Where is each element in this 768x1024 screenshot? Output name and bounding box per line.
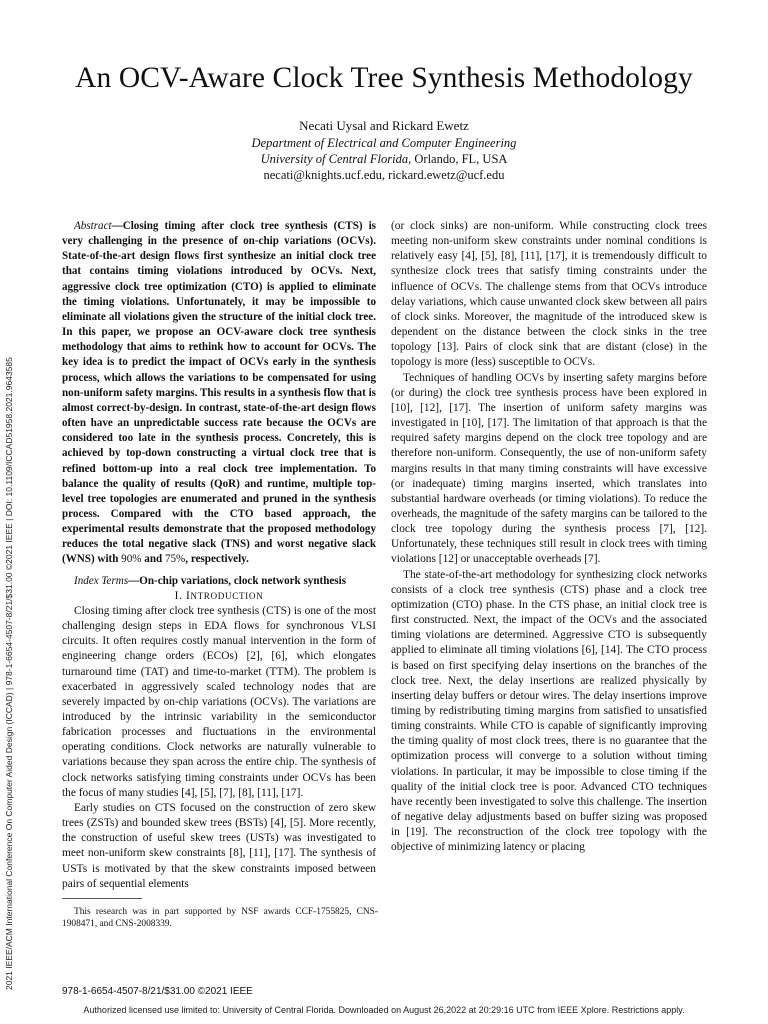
right-column <box>391 219 707 856</box>
abstract-text-a: —Closing timing after clock tree synthesis (CTS) is very challenging in the presence of on-chip variations (OCVs). State-of-the-art design flows first synthesize an initial clock tree that contains timing violations introduced by OCVs. Next, aggressive clock tree optimization (CTO) is applied to eliminate the timing violations. Unfortunately, it may be impossible to eliminate all violations given the structure of the initial clock tree. In this paper, we propose an OCV-aware clock tree synthesis methodology that aims to rethink how to account for OCVs. The key idea is to predict the impact of OCVs early in the synthesis process, which allows the variations to be compensated for using non-uniform safety margins. This results in a synthesis flow that is almost correct-by-design. In contrast, state-of-the-art design flows often have an unpredictable success rate because the OCVs are considered too late in the synthesis process. Concretely, this is achieved by top-down constructing a virtual clock tree that is refined bottom-up into a real clock tree implementation. To balance the quality of results (QoR) and runtime, multiple top-level tree topologies are enumerated and pruned in the synthesis process. Compared with the CTO based approach, the experimental results demonstrate that the proposed methodology reduces the total negative slack (TNS) and worst negative slack (WNS) with <box>62 220 376 566</box>
body-paragraph: Techniques of handling OCVs by inserting safety margins before (or during) the clock tree synthesis process have been explored in [10], [12], [17]. The insertion of uniform safety margins was investigated in [10], [17]. The limitation of that approach is that the required safety margins depend on the clock tree topology and are therefore non-uniform. Consequently, the use of non-uniform safety margins results in that many timing constraints will have excessive (or inadequate) timing margins inserted, which translates into substantial hardware overheads (or timing violations). To reduce the overheads, the magnitude of the safety margins can be tailored to the clock tree topology during the synthesis process [7], [12]. Unfortunately, these techniques still result in clock trees with timing violations [12] or unacceptable overheads [7]. <box>391 371 707 566</box>
abstract-text-b: and <box>141 553 165 566</box>
index-terms-label: Index Terms <box>74 574 129 587</box>
index-terms <box>62 574 376 589</box>
abstract-text-c: , respectively. <box>185 553 249 566</box>
index-terms-text: —On-chip variations, clock network synthesis <box>128 574 347 587</box>
abstract <box>62 219 376 568</box>
section-heading-introduction <box>62 589 376 604</box>
affiliation-department: Department of Electrical and Computer Engineering <box>251 136 517 150</box>
license-notice: Authorized licensed use limited to: University of Central Florida. Downloaded on August 26,2022 at 20:29:16 UTC from IEEE Xplore. Restrictions apply. <box>83 1005 685 1015</box>
isbn-line: 978-1-6654-4507-8/21/$31.00 ©2021 IEEE <box>62 986 253 997</box>
affiliation-university <box>0 152 768 167</box>
body-paragraph: The state-of-the-art methodology for synthesizing clock networks consists of a clock tree synthesis (CTS) phase and a clock tree optimization (CTO) phase. In the CTS phase, an initial clock tree is first constructed. Next, the impact of the OCVs and the associated timing violations are determined. Aggressive CTO is subsequently applied to eliminate all timing violations [6], [14]. The CTO process is based on first specifying delay insertions on the branches of the clock tree. Next, the delay insertions are realized physically by inserting delay buffers or detour wires. The delay insertions improve timing by redistributing timing margins from satisfied to unsatisfied timing constraints. While CTO is capable of significantly improving the timing quality of most clock trees, there is no guarantee that the optimization process will converge to a solution without timing violations. In particular, it may be impossible to close timing if the quality of the initial clock tree is poor. Advanced CTO techniques have recently been investigated to solve this challenge. The insertion of negative delay adjustments based on buffer sizing was proposed in [19]. The reconstruction of the clock tree topology with the objective of minimizing latency or placing <box>391 568 707 854</box>
section-heading-rest: NTRODUCTION <box>190 590 264 601</box>
university-name: University of Central Florida <box>260 152 409 166</box>
side-citation-strip: 2021 IEEE/ACM International Conference On Computer Aided Design (ICCAD) | 978-1-6654-4507-8/21/$31.00 ©2021 IEEE | DOI: 10.1109/ICCAD51958.2021.9643585 <box>4 357 14 990</box>
footnote-rule <box>62 898 142 899</box>
body-paragraph: Early studies on CTS focused on the construction of zero skew trees (ZSTs) and bounded skew trees (BSTs) [4], [5]. More recently, the construction of useful skew trees (USTs) was investigated to meet non-uniform skew constraints [8], [11], [17]. The synthesis of USTs is motivated by that the skew constraints imposed between pairs of sequential elements <box>62 801 376 890</box>
body-paragraph: Closing timing after clock tree synthesis (CTS) is one of the most challenging design steps in EDA flows for synchronous VLSI circuits. It often requires costly manual intervention in the form of engineering change orders (ECOs) [2], [6], which elongates turnaround time (TAT) and time-to-market (TTM). The problem is exacerbated in aggressively scaled technology nodes that are severely impacted by on-chip variations (OCVs). The variations are introduced by the intrinsic variability in the semiconductor fabrication processes and fluctuations in the environmental operating conditions. Clock networks are naturally vulnerable to variations because they span across the entire chip. The synthesis of clock networks satisfying timing constraints under OCVs has been the focus of many studies [4], [5], [7], [8], [11], [17]. <box>62 604 376 799</box>
section-heading-num: I. I <box>174 589 191 602</box>
abstract-tns-percent: 90% <box>121 553 142 566</box>
paper-authors: Necati Uysal and Rickard Ewetz <box>299 118 469 133</box>
university-location: , Orlando, FL, USA <box>408 152 508 166</box>
funding-footnote: This research was in part supported by NSF awards CCF-1755825, CNS-1908471, and CNS-2008339. <box>62 907 378 929</box>
abstract-wns-percent: 75% <box>164 553 186 566</box>
author-emails: necati@knights.ucf.edu, rickard.ewetz@ucf.edu <box>263 168 505 182</box>
left-column <box>62 219 376 892</box>
abstract-label: Abstract <box>74 220 112 232</box>
body-paragraph: (or clock sinks) are non-uniform. While constructing clock trees meeting non-uniform skew constraints under nominal conditions is relatively easy [4], [5], [8], [11], [17], it is tremendously difficult to synthesize clock trees that satisfy timing constraints under the influence of OCVs. The challenge stems from that OCVs introduce delay variations, which cause unwanted clock skew between all pairs of clock sinks. Moreover, the magnitude of the introduced skew is dependent on the distance between the clock sinks in the tree topology [13]. Pairs of clock sink that are distant (close) in the topology is more (less) susceptible to OCVs. <box>391 220 707 369</box>
paper-title: An OCV-Aware Clock Tree Synthesis Methodology <box>75 62 693 94</box>
